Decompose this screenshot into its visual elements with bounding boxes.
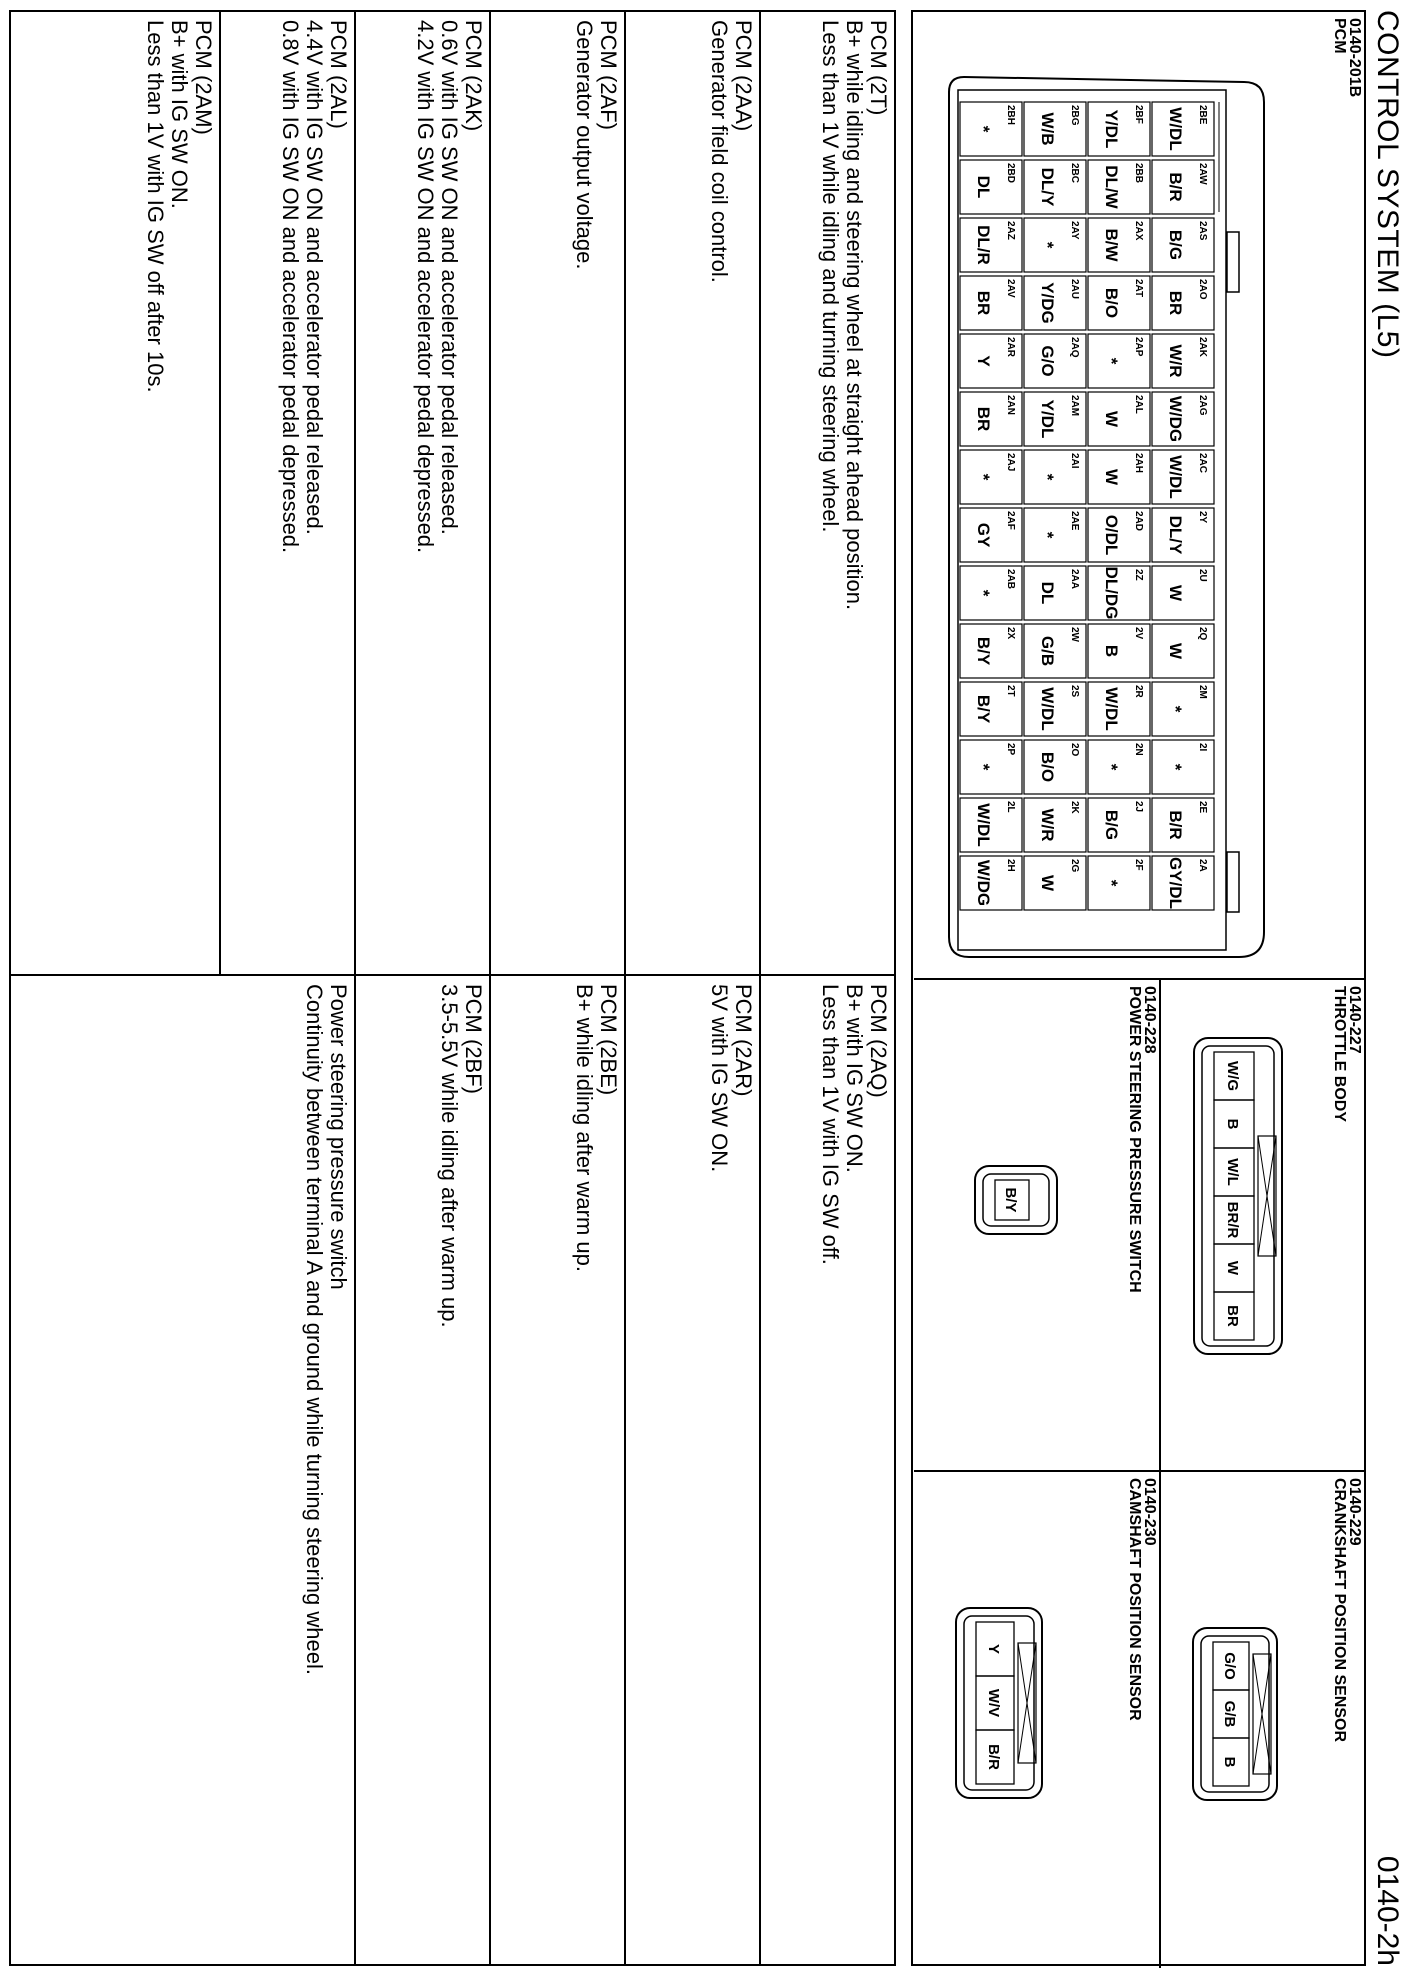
pcm-terminal-number: 2X [1005, 627, 1016, 640]
table-row-2bf: PCM (2BF) 3.5-5.5V while idling after warm up. [354, 976, 489, 1964]
pcm-wire-color: Y [974, 355, 993, 367]
pcm-wire-color: W/R [1038, 808, 1057, 842]
ps-switch-cell [914, 980, 1159, 1472]
table-row-2am: PCM (2AM) B+ with IG SW ON. Less than 1V with IG SW off after 10s. [143, 20, 216, 393]
pcm-lock-tab [1227, 852, 1239, 912]
pcm-terminal-number: 2AY [1069, 221, 1080, 240]
pcm-wire-color: W/DL [1102, 687, 1121, 731]
pcm-wire-color: BR [974, 290, 993, 316]
pcm-terminal-number: 2AR [1005, 337, 1016, 358]
pcm-wire-color: B/Y [974, 694, 993, 724]
pcm-terminal-number: 2AM [1069, 395, 1080, 417]
pcm-terminal-number: 2BE [1197, 105, 1208, 125]
table-row-2ar: PCM (2AR) 5V with IG SW ON. [624, 976, 759, 1964]
throttle-code: 0140-227 THROTTLE BODY [1331, 986, 1363, 1122]
pcm-wire-color: Y/DL [1038, 399, 1057, 439]
pcm-terminal-number: 2BB [1133, 163, 1144, 184]
pcm-wire-color: W/DL [1166, 107, 1185, 151]
ckp-pin-wire-color: G/B [1221, 1700, 1238, 1728]
ps-switch-code: 0140-228 POWER STEERING PRESSURE SWITCH [1126, 986, 1158, 1293]
ps-switch-pin-wire-color: B/Y [1002, 1187, 1019, 1213]
pcm-wire-color: DL/R [974, 225, 993, 265]
connector-panel [911, 10, 1366, 1966]
table-row-2t: PCM (2T) B+ while idling and steering wheel at straight ahead position. Less than 1V while idling and turning steering wheel. [759, 12, 894, 974]
pcm-wire-color: BR [974, 406, 993, 432]
pcm-terminal-number: 2Y [1197, 511, 1208, 524]
pcm-wire-color: W [1166, 584, 1185, 602]
cmp-cell [914, 1472, 1159, 1968]
pcm-wire-color: * [1038, 473, 1057, 481]
pcm-connector-cell [914, 12, 1364, 980]
table-row-2ak: PCM (2AK) 0.6V with IG SW ON and accelerator pedal released. 4.2V with IG SW ON and accelerator pedal depressed. [354, 12, 489, 974]
pcm-wire-color: W/DL [1038, 687, 1057, 731]
pcm-wire-color: * [974, 763, 993, 771]
pcm-terminal-number: 2E [1197, 801, 1208, 814]
pcm-wire-color: W [1102, 410, 1121, 428]
pcm-terminal-number: 2F [1133, 859, 1144, 871]
pcm-terminal-number: 2BC [1069, 163, 1080, 184]
pcm-terminal-number: 2AX [1133, 221, 1144, 241]
ckp-pin-wire-color: G/O [1221, 1652, 1238, 1680]
pcm-wire-color: W/R [1166, 344, 1185, 378]
pcm-wire-color: B/O [1038, 751, 1057, 783]
throttle-pin-wire-color: BR [1224, 1305, 1241, 1327]
pcm-terminal-number: 2AC [1197, 453, 1208, 474]
cmp-pin-wire-color: B/R [985, 1744, 1002, 1770]
pcm-terminal-number: 2AP [1133, 337, 1144, 357]
pcm-wire-color: GY/DL [1166, 857, 1185, 909]
pcm-terminal-number: 2AH [1133, 453, 1144, 474]
pcm-wire-color: B/G [1102, 809, 1121, 841]
table-row-2be: PCM (2BE) B+ while idling after warm up. [489, 976, 624, 1964]
pcm-wire-color: * [974, 589, 993, 597]
pcm-terminal-number: 2AA [1069, 569, 1080, 590]
table-row-2aa: PCM (2AA) Generator field coil control. [624, 12, 759, 974]
throttle-pin-wire-color: BR/R [1224, 1201, 1241, 1239]
pcm-wire-color: Y/DG [1038, 282, 1057, 324]
table-row-2aq: PCM (2AQ) B+ with IG SW ON. Less than 1V with IG SW off. [759, 976, 894, 1964]
pcm-terminal-number: 2L [1005, 801, 1016, 813]
pcm-wire-color: * [974, 473, 993, 481]
pcm-terminal-number: 2P [1005, 743, 1016, 756]
pcm-terminal-number: 2AJ [1005, 453, 1016, 472]
pcm-terminal-number: 2W [1069, 627, 1080, 642]
pcm-wire-color: * [974, 125, 993, 133]
measurement-table-right [9, 976, 896, 1966]
pcm-terminal-number: 2BD [1005, 163, 1016, 184]
pcm-wire-color: W [1166, 642, 1185, 660]
throttle-pin-wire-color: B [1224, 1118, 1241, 1130]
pcm-terminal-number: 2J [1133, 801, 1144, 813]
pcm-terminal-number: 2AG [1197, 395, 1208, 416]
pcm-terminal-number: 2AL [1133, 395, 1144, 414]
pcm-terminal-number: 2M [1197, 685, 1208, 699]
pcm-terminal-number: 2BF [1133, 105, 1144, 124]
pcm-terminal-number: 2AT [1133, 279, 1144, 298]
pcm-wire-color: DL/DG [1102, 566, 1121, 620]
pcm-wire-color: DL/Y [1166, 515, 1185, 555]
page-number: 0140-2h [1371, 1855, 1404, 1966]
pcm-wire-color: * [1102, 357, 1121, 365]
pcm-wire-color: * [1166, 763, 1185, 771]
pcm-wire-color: W/DL [974, 803, 993, 847]
table-row-2af: PCM (2AF) Generator output voltage. [489, 12, 624, 974]
pcm-wire-color: O/DL [1102, 514, 1121, 556]
pcm-wire-color: DL [974, 175, 993, 199]
pcm-terminal-number: 2A [1197, 859, 1208, 872]
ckp-pin-wire-color: B [1221, 1756, 1238, 1768]
pcm-terminal-number: 2AS [1197, 221, 1208, 241]
pcm-terminal-number: 2BH [1005, 105, 1016, 126]
page-title: CONTROL SYSTEM (L5) [1371, 10, 1404, 359]
throttle-pin-wire-color: W/L [1224, 1158, 1241, 1186]
cmp-code: 0140-230 CAMSHAFT POSITION SENSOR [1126, 1478, 1158, 1721]
cmp-pin-wire-color: Y [985, 1643, 1002, 1655]
pcm-wire-color: W [1102, 468, 1121, 486]
pcm-connector-diagram [924, 12, 1364, 972]
throttle-connector-diagram [1164, 980, 1364, 1470]
pcm-terminal-number: 2AI [1069, 453, 1080, 469]
pcm-terminal-number: 2U [1197, 569, 1208, 582]
measurement-table-left [9, 10, 896, 976]
pcm-wire-color: G/O [1038, 345, 1057, 377]
ckp-connector-diagram [1164, 1472, 1364, 1962]
pcm-terminal-number: 2AK [1197, 337, 1208, 358]
pcm-wire-color: B/R [1166, 810, 1185, 840]
pcm-connector-face [958, 90, 1226, 950]
pcm-terminal-number: 2N [1133, 743, 1144, 756]
throttle-cell [1159, 980, 1364, 1472]
pcm-wire-color: * [1038, 241, 1057, 249]
pcm-terminal-number: 2G [1069, 859, 1080, 873]
pcm-wire-color: W/DG [974, 859, 993, 907]
pcm-wire-color: B [1102, 644, 1121, 658]
cmp-connector-diagram [919, 1472, 1159, 1962]
pcm-terminal-number: 2BG [1069, 105, 1080, 126]
throttle-pin-wire-color: W/G [1224, 1061, 1241, 1091]
pcm-wire-color: G/B [1038, 635, 1057, 667]
pcm-terminal-number: 2AF [1005, 511, 1016, 530]
pcm-terminal-number: 2AB [1005, 569, 1016, 590]
pcm-wire-color: BR [1166, 290, 1185, 316]
pcm-wire-color: * [1166, 705, 1185, 713]
pcm-wire-color: B/Y [974, 636, 993, 666]
pcm-terminal-number: 2T [1005, 685, 1016, 697]
pcm-wire-color: GY [974, 522, 993, 548]
pcm-terminal-number: 2H [1005, 859, 1016, 872]
pcm-terminal-number: 2K [1069, 801, 1080, 814]
pcm-terminal-number: 2AZ [1005, 221, 1016, 240]
ps-switch-connector-diagram [919, 980, 1159, 1470]
ckp-cell [1159, 1472, 1364, 1968]
pcm-code: 0140-201B PCM [1331, 18, 1363, 98]
pcm-terminal-number: 2R [1133, 685, 1144, 698]
pcm-wire-color: W/B [1038, 112, 1057, 146]
pcm-terminal-number: 2AV [1005, 279, 1016, 298]
pcm-wire-color: B/R [1166, 172, 1185, 202]
pcm-terminal-number: 2AU [1069, 279, 1080, 300]
pcm-wire-color: W [1038, 874, 1057, 892]
pcm-wire-color: B/G [1166, 229, 1185, 261]
table-row-2al: PCM (2AL) 4.4V with IG SW ON and accelerator pedal released. 0.8V with IG SW ON and accelerator pedal depressed. [219, 12, 354, 974]
pcm-terminal-number: 2O [1069, 743, 1080, 757]
pcm-terminal-number: 2AW [1197, 163, 1208, 185]
pcm-wire-color: DL/Y [1038, 167, 1057, 207]
pcm-terminal-number: 2Z [1133, 569, 1144, 581]
pcm-terminal-number: 2AD [1133, 511, 1144, 532]
pcm-terminal-number: 2AN [1005, 395, 1016, 416]
pcm-wire-color: * [1038, 531, 1057, 539]
pcm-wire-color: Y/DL [1102, 109, 1121, 149]
pcm-wire-color: B/O [1102, 287, 1121, 319]
throttle-pin-wire-color: W [1224, 1260, 1241, 1276]
pcm-terminal-number: 2V [1133, 627, 1144, 640]
pcm-lock-tab [1227, 232, 1239, 292]
pcm-wire-color: W/DG [1166, 395, 1185, 443]
pcm-wire-color: * [1102, 879, 1121, 887]
pcm-wire-color: DL/W [1102, 165, 1121, 209]
pcm-terminal-number: 2AE [1069, 511, 1080, 531]
pcm-wire-color: W/DL [1166, 455, 1185, 499]
pcm-terminal-number: 2AO [1197, 279, 1208, 300]
pcm-terminal-number: 2I [1197, 743, 1208, 752]
pcm-terminal-number: 2S [1069, 685, 1080, 698]
cmp-pin-wire-color: W/V [985, 1688, 1002, 1718]
ckp-code: 0140-229 CRANKSHAFT POSITION SENSOR [1331, 1478, 1363, 1743]
table-row-ps-switch: Power steering pressure switch Continuity between terminal A and ground while turning steering wheel. [302, 984, 351, 1675]
pcm-terminal-number: 2Q [1197, 627, 1208, 641]
pcm-terminal-number: 2AQ [1069, 337, 1080, 358]
pcm-wire-color: DL [1038, 581, 1057, 605]
pcm-wire-color: B/W [1102, 228, 1121, 262]
pcm-wire-color: * [1102, 763, 1121, 771]
